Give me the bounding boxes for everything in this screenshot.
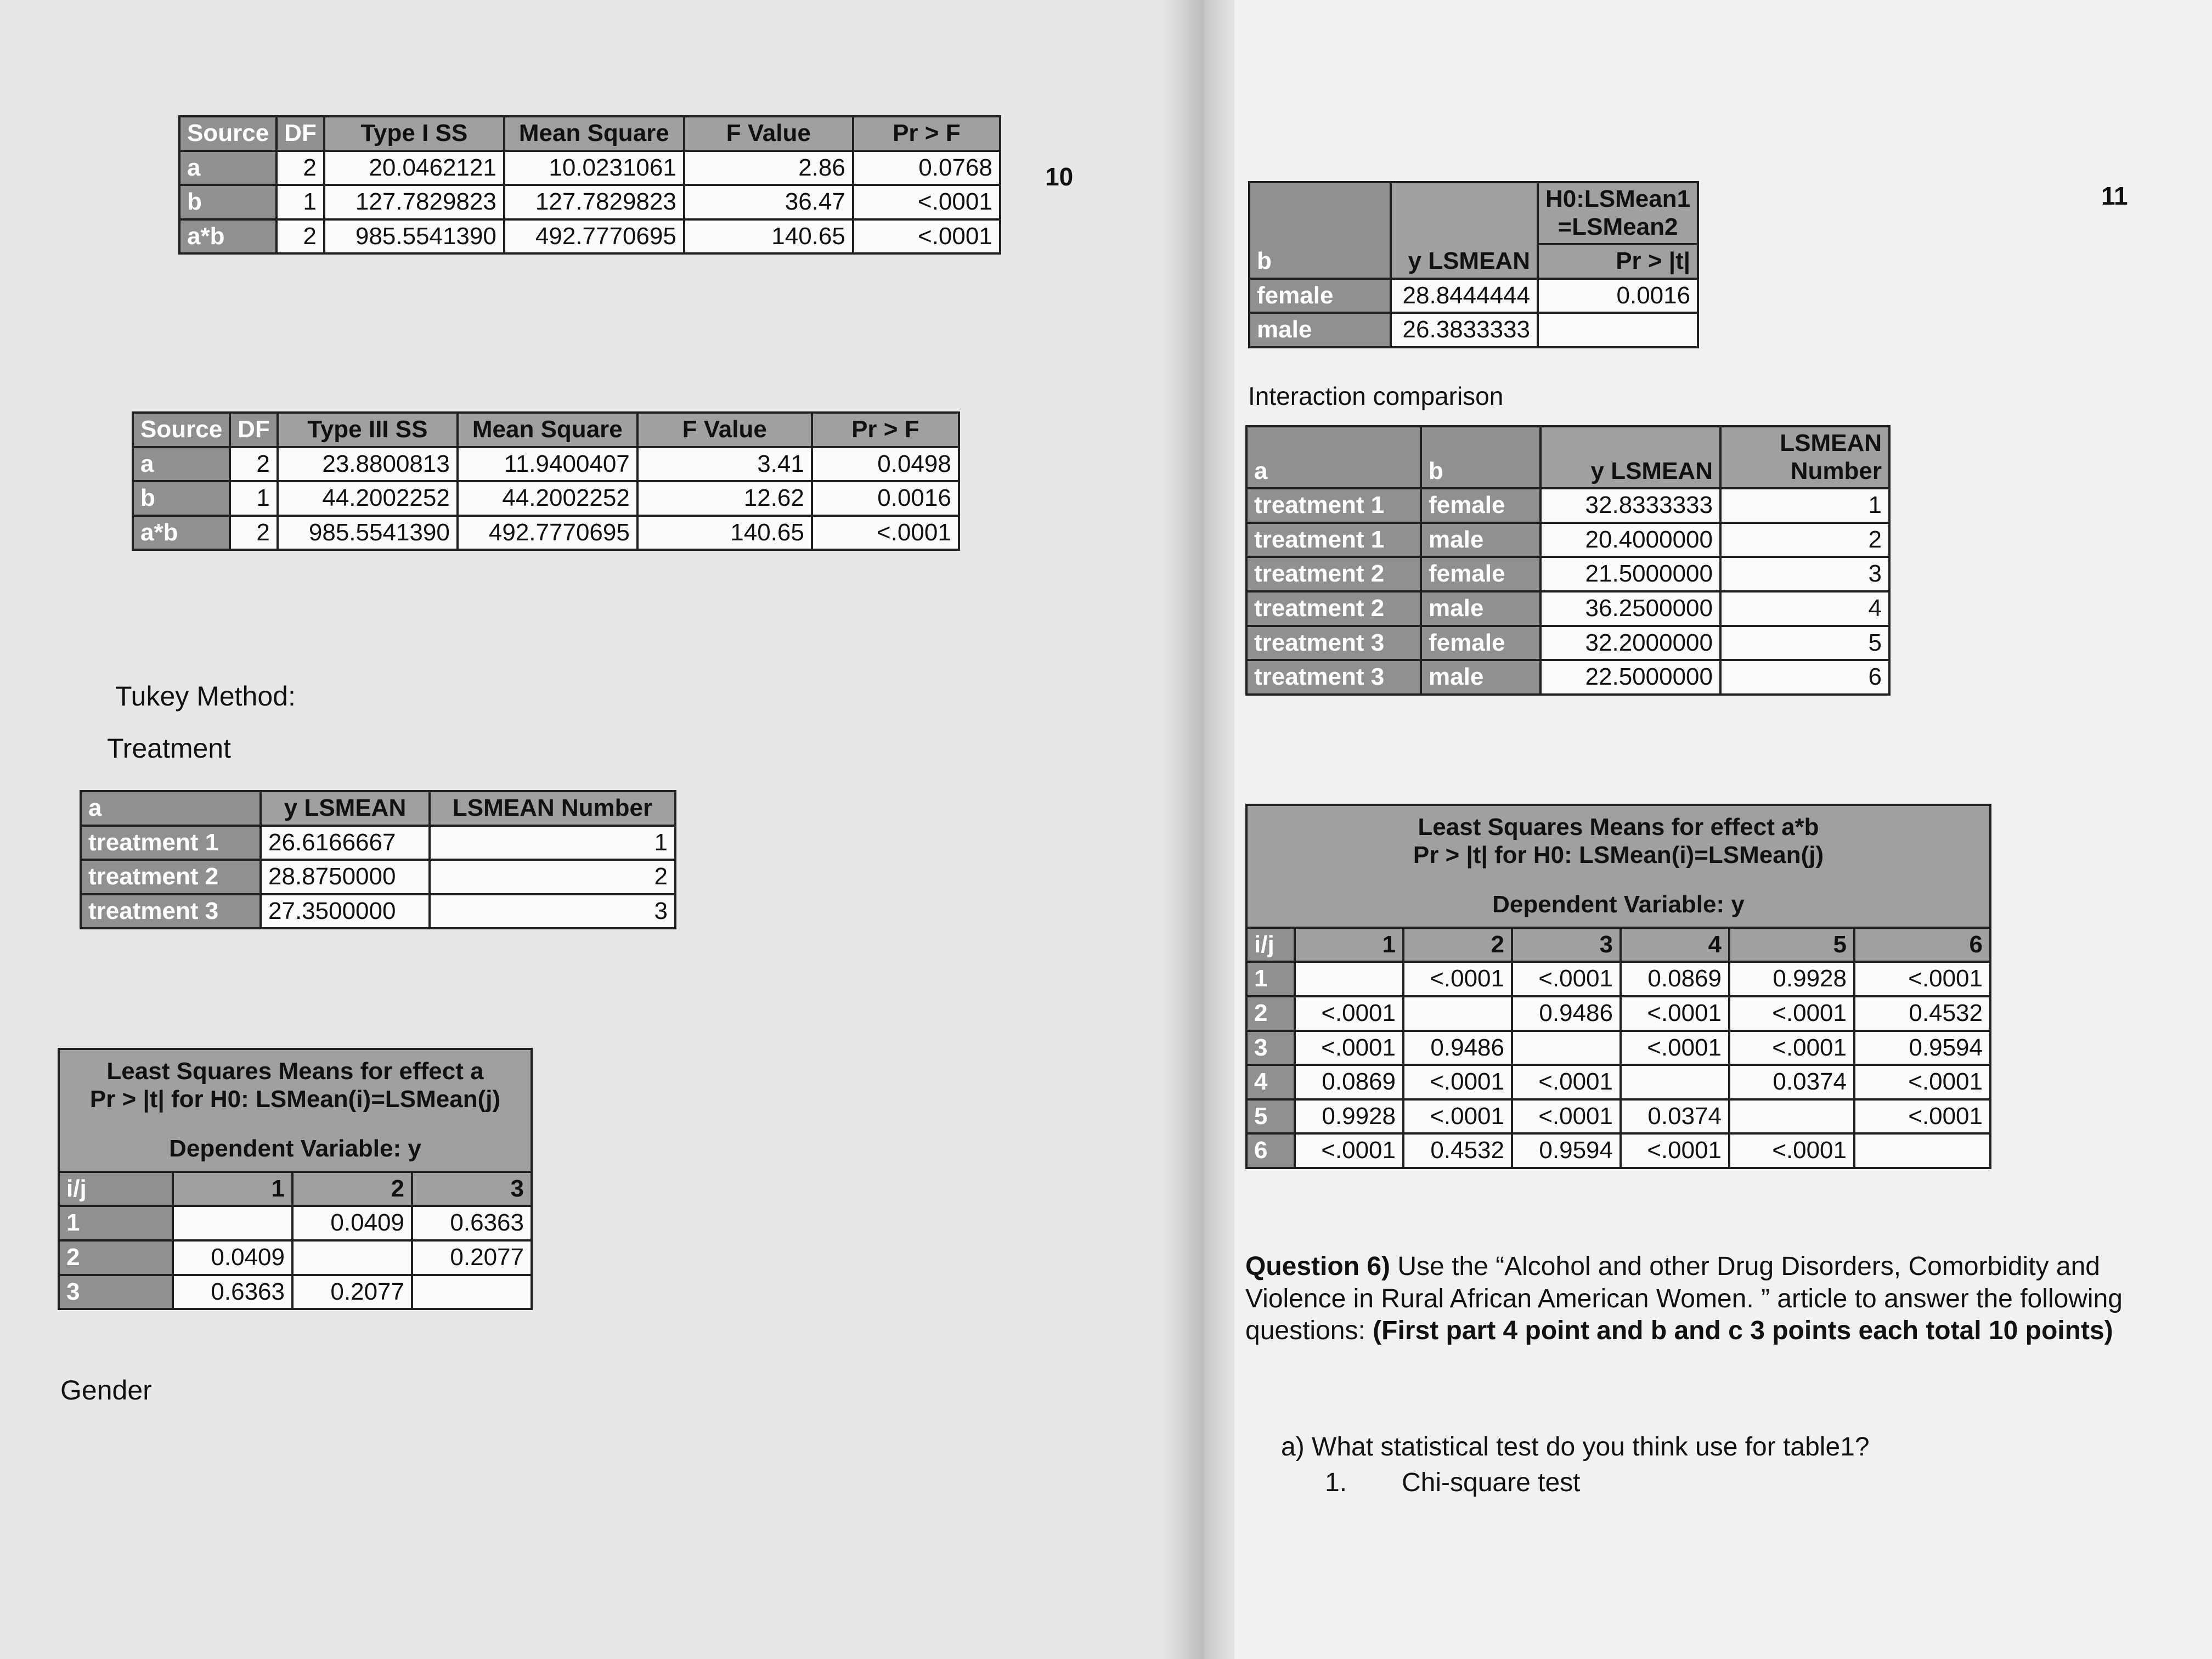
table-cell: treatment 1 bbox=[1246, 523, 1421, 557]
table-cell: 0.2077 bbox=[292, 1275, 412, 1310]
effect-a-table bbox=[58, 1048, 533, 1310]
table-cell: 23.8800813 bbox=[278, 447, 458, 482]
table-cell: 140.65 bbox=[684, 219, 853, 254]
header-cell: y LSMEAN bbox=[1391, 182, 1538, 279]
caption-line-2: Pr > |t| for H0: LSMean(i)=LSMean(j) bbox=[89, 1085, 501, 1113]
table-cell: a*b bbox=[179, 219, 276, 254]
table-cell: 1 bbox=[276, 185, 324, 219]
table-cell: 20.0462121 bbox=[324, 151, 504, 185]
table-row bbox=[179, 185, 1000, 219]
table-cell: 0.6363 bbox=[412, 1206, 532, 1240]
table-cell: 3 bbox=[430, 894, 675, 929]
question-text: Use the “Alcohol and other Drug Disorders, Comorbidity and Violence in Rural African American Women. ” article to answer the following questions: bbox=[1245, 1252, 2123, 1346]
table-cell: 44.2002252 bbox=[278, 481, 458, 516]
table-row bbox=[59, 1240, 532, 1275]
table-cell: male bbox=[1421, 591, 1541, 626]
table-cell: 0.0409 bbox=[173, 1240, 292, 1275]
table-cell: 0.0869 bbox=[1621, 962, 1729, 996]
table-cell bbox=[1621, 1065, 1729, 1099]
page-number-right: 11 bbox=[2101, 182, 2128, 210]
table-cell: 0.6363 bbox=[173, 1275, 292, 1310]
table-cell: <.0001 bbox=[1512, 1065, 1621, 1099]
table-caption bbox=[59, 1049, 532, 1172]
table-cell: 127.7829823 bbox=[504, 185, 684, 219]
table-row bbox=[1246, 591, 1889, 626]
table-cell: 1 bbox=[430, 826, 675, 860]
table-row bbox=[1246, 660, 1889, 695]
table-cell: 1 bbox=[230, 481, 278, 516]
table-row bbox=[1246, 557, 1889, 591]
table-cell: 20.4000000 bbox=[1541, 523, 1720, 557]
header-cell: Mean Square bbox=[504, 116, 684, 151]
table-cell: treatment 2 bbox=[1246, 591, 1421, 626]
question-points: (First part 4 point and b and c 3 points each total 10 points) bbox=[1373, 1316, 2113, 1346]
table-cell: treatment 2 bbox=[1246, 557, 1421, 591]
header-cell: 1 bbox=[1295, 928, 1403, 962]
table-cell: 6 bbox=[1720, 660, 1889, 695]
table-row bbox=[81, 826, 675, 860]
table-cell: b bbox=[133, 481, 230, 516]
header-h0: H0:LSMean1 =LSMean2 bbox=[1538, 182, 1698, 244]
answer-number: 1. bbox=[1325, 1468, 1347, 1497]
table-cell: <.0001 bbox=[1512, 962, 1621, 996]
header-cell: DF bbox=[230, 413, 278, 447]
question-6 bbox=[1245, 1251, 2145, 1347]
header-cell: 1 bbox=[173, 1172, 292, 1206]
table-cell: 0.9928 bbox=[1295, 1099, 1403, 1134]
table-row bbox=[1246, 1065, 1990, 1099]
table-cell: 27.3500000 bbox=[261, 894, 430, 929]
table-cell: 12.62 bbox=[637, 481, 812, 516]
table-cell: treatment 1 bbox=[81, 826, 261, 860]
table-cell: 2 bbox=[59, 1240, 173, 1275]
table-row bbox=[59, 1206, 532, 1240]
header-cell: 4 bbox=[1621, 928, 1729, 962]
table-cell: 36.47 bbox=[684, 185, 853, 219]
header-cell: 3 bbox=[1512, 928, 1621, 962]
table-cell bbox=[1729, 1099, 1854, 1134]
table-row bbox=[59, 1275, 532, 1310]
table-cell: 985.5541390 bbox=[278, 516, 458, 550]
table-cell: 0.0869 bbox=[1295, 1065, 1403, 1099]
table-cell: <.0001 bbox=[1295, 996, 1403, 1031]
table-cell: 2.86 bbox=[684, 151, 853, 185]
table-cell: 0.0768 bbox=[853, 151, 1000, 185]
header-cell: Mean Square bbox=[458, 413, 637, 447]
header-cell: y LSMEAN bbox=[261, 791, 430, 826]
table-cell: 32.2000000 bbox=[1541, 626, 1720, 661]
table-cell: 26.6166667 bbox=[261, 826, 430, 860]
table-cell: 5 bbox=[1720, 626, 1889, 661]
table-cell: treatment 1 bbox=[1246, 488, 1421, 523]
table-row bbox=[1246, 996, 1990, 1031]
table-row bbox=[1246, 1133, 1990, 1168]
header-cell: Type I SS bbox=[324, 116, 504, 151]
table-cell: <.0001 bbox=[1295, 1031, 1403, 1065]
header-cell: b bbox=[1249, 182, 1391, 279]
header-cell: 2 bbox=[292, 1172, 412, 1206]
table-cell: 2 bbox=[1246, 996, 1295, 1031]
header-cell: 5 bbox=[1729, 928, 1854, 962]
header-cell: LSMEAN Number bbox=[430, 791, 675, 826]
table-cell: 0.0374 bbox=[1729, 1065, 1854, 1099]
table-cell: <.0001 bbox=[812, 516, 959, 550]
table-cell bbox=[412, 1275, 532, 1310]
table-cell bbox=[1403, 996, 1512, 1031]
table-row bbox=[179, 151, 1000, 185]
table-cell: 0.0016 bbox=[1538, 279, 1698, 313]
dependent-variable: Dependent Variable: y bbox=[1492, 891, 1745, 918]
table-cell bbox=[1512, 1031, 1621, 1065]
table-cell: treatment 3 bbox=[1246, 626, 1421, 661]
dependent-variable: Dependent Variable: y bbox=[169, 1135, 421, 1163]
table-cell: <.0001 bbox=[1729, 996, 1854, 1031]
header-cell: i/j bbox=[59, 1172, 173, 1206]
header-cell: 6 bbox=[1854, 928, 1990, 962]
table-cell: 2 bbox=[276, 219, 324, 254]
table-cell: a bbox=[179, 151, 276, 185]
table-cell: 0.9594 bbox=[1854, 1031, 1990, 1065]
table-cell: 0.9486 bbox=[1403, 1031, 1512, 1065]
table-cell bbox=[292, 1240, 412, 1275]
table-cell: <.0001 bbox=[1403, 1099, 1512, 1134]
table-cell: 21.5000000 bbox=[1541, 557, 1720, 591]
table-cell: 32.8333333 bbox=[1541, 488, 1720, 523]
table-cell: female bbox=[1421, 626, 1541, 661]
table-cell: 0.4532 bbox=[1854, 996, 1990, 1031]
table-cell bbox=[1854, 1133, 1990, 1168]
interaction-label: Interaction comparison bbox=[1248, 382, 1504, 410]
header-cell: DF bbox=[276, 116, 324, 151]
table-cell: female bbox=[1421, 557, 1541, 591]
page-number-left: 10 bbox=[1045, 162, 1074, 191]
table-cell: 44.2002252 bbox=[458, 481, 637, 516]
table-cell: female bbox=[1249, 279, 1391, 313]
table-cell: 3 bbox=[1246, 1031, 1295, 1065]
table-cell: <.0001 bbox=[1854, 1065, 1990, 1099]
table-cell: 2 bbox=[1720, 523, 1889, 557]
table-cell: 985.5541390 bbox=[324, 219, 504, 254]
table-cell: male bbox=[1249, 313, 1391, 347]
table-row bbox=[81, 894, 675, 929]
table-cell: 5 bbox=[1246, 1099, 1295, 1134]
table-cell: 2 bbox=[276, 151, 324, 185]
table-cell: 0.4532 bbox=[1403, 1133, 1512, 1168]
table-row bbox=[1246, 1099, 1990, 1134]
gender-lsmeans-table bbox=[1248, 181, 1699, 348]
book-fold bbox=[1163, 0, 1234, 1659]
table-cell: 0.0016 bbox=[812, 481, 959, 516]
table-cell: 2 bbox=[430, 860, 675, 894]
header-cell: Pr > |t| bbox=[1538, 244, 1698, 279]
table-cell: 3.41 bbox=[637, 447, 812, 482]
table-cell: 2 bbox=[230, 516, 278, 550]
table-cell: 4 bbox=[1246, 1065, 1295, 1099]
table-row bbox=[1246, 962, 1990, 996]
tukey-label: Tukey Method: bbox=[115, 681, 296, 712]
table-cell: 492.7770695 bbox=[458, 516, 637, 550]
table-cell: <.0001 bbox=[1621, 1031, 1729, 1065]
table-cell: 492.7770695 bbox=[504, 219, 684, 254]
anova-type3-table bbox=[132, 411, 960, 551]
treatment-lsmeans-table bbox=[80, 790, 676, 929]
table-row bbox=[133, 481, 959, 516]
table-cell: 0.9594 bbox=[1512, 1133, 1621, 1168]
table-row bbox=[1246, 523, 1889, 557]
table-cell: 0.9486 bbox=[1512, 996, 1621, 1031]
table-cell: 140.65 bbox=[637, 516, 812, 550]
table-cell: male bbox=[1421, 523, 1541, 557]
effect-ab-table bbox=[1245, 804, 1991, 1169]
table-cell: treatment 3 bbox=[1246, 660, 1421, 695]
table-cell: 1 bbox=[1246, 962, 1295, 996]
table-row bbox=[1246, 626, 1889, 661]
table-cell: <.0001 bbox=[1729, 1133, 1854, 1168]
anova-type1-table bbox=[178, 115, 1001, 255]
table-cell: <.0001 bbox=[1729, 1031, 1854, 1065]
header-cell: i/j bbox=[1246, 928, 1295, 962]
table-row bbox=[1249, 279, 1698, 313]
table-cell: 1 bbox=[1720, 488, 1889, 523]
header-cell: a bbox=[1246, 426, 1421, 488]
table-cell: <.0001 bbox=[1403, 962, 1512, 996]
header-cell: 2 bbox=[1403, 928, 1512, 962]
header-cell: b bbox=[1421, 426, 1541, 488]
table-cell: 6 bbox=[1246, 1133, 1295, 1168]
header-cell: Pr > F bbox=[853, 116, 1000, 151]
header-cell: Type III SS bbox=[278, 413, 458, 447]
header-cell: Source bbox=[179, 116, 276, 151]
table-cell bbox=[1538, 313, 1698, 347]
table-cell: 36.2500000 bbox=[1541, 591, 1720, 626]
table-cell: b bbox=[179, 185, 276, 219]
table-row bbox=[133, 516, 959, 550]
answer-text: Chi-square test bbox=[1402, 1468, 1581, 1497]
table-row bbox=[133, 447, 959, 482]
table-cell: female bbox=[1421, 488, 1541, 523]
table-row bbox=[1249, 313, 1698, 347]
table-cell bbox=[1295, 962, 1403, 996]
table-cell: <.0001 bbox=[1621, 1133, 1729, 1168]
table-row bbox=[1246, 1031, 1990, 1065]
table-cell: a bbox=[133, 447, 230, 482]
header-cell: Source bbox=[133, 413, 230, 447]
table-cell: 3 bbox=[59, 1275, 173, 1310]
interaction-lsmeans-table bbox=[1245, 425, 1891, 696]
table-cell: 0.2077 bbox=[412, 1240, 532, 1275]
header-cell: y LSMEAN bbox=[1541, 426, 1720, 488]
table-cell: 3 bbox=[1720, 557, 1889, 591]
table-cell: 28.8750000 bbox=[261, 860, 430, 894]
table-cell: 4 bbox=[1720, 591, 1889, 626]
table-row bbox=[179, 219, 1000, 254]
header-cell: 3 bbox=[412, 1172, 532, 1206]
table-cell: male bbox=[1421, 660, 1541, 695]
table-caption bbox=[1246, 805, 1990, 928]
gender-label: Gender bbox=[60, 1375, 152, 1406]
table-cell bbox=[173, 1206, 292, 1240]
table-cell: 10.0231061 bbox=[504, 151, 684, 185]
table-cell: 26.3833333 bbox=[1391, 313, 1538, 347]
header-cell: Pr > F bbox=[812, 413, 959, 447]
table-cell: 127.7829823 bbox=[324, 185, 504, 219]
header-cell: a bbox=[81, 791, 261, 826]
header-cell: F Value bbox=[684, 116, 853, 151]
table-cell: <.0001 bbox=[1621, 996, 1729, 1031]
table-cell: <.0001 bbox=[1854, 962, 1990, 996]
table-cell: <.0001 bbox=[1295, 1133, 1403, 1168]
table-cell: treatment 3 bbox=[81, 894, 261, 929]
treatment-label: Treatment bbox=[107, 733, 232, 764]
header-cell: LSMEAN Number bbox=[1720, 426, 1889, 488]
table-cell: 11.9400407 bbox=[458, 447, 637, 482]
table-cell: <.0001 bbox=[853, 219, 1000, 254]
table-cell: 28.8444444 bbox=[1391, 279, 1538, 313]
table-cell: 2 bbox=[230, 447, 278, 482]
table-cell: 1 bbox=[59, 1206, 173, 1240]
table-cell: treatment 2 bbox=[81, 860, 261, 894]
table-cell: 22.5000000 bbox=[1541, 660, 1720, 695]
table-cell: 0.0374 bbox=[1621, 1099, 1729, 1134]
table-cell: a*b bbox=[133, 516, 230, 550]
caption-line-2: Pr > |t| for H0: LSMean(i)=LSMean(j) bbox=[1413, 841, 1824, 868]
table-cell: 0.9928 bbox=[1729, 962, 1854, 996]
question-label: Question 6) bbox=[1245, 1252, 1391, 1281]
table-row bbox=[1246, 488, 1889, 523]
question-part-a: a) What statistical test do you think use for table1? bbox=[1281, 1432, 1870, 1462]
table-cell: <.0001 bbox=[1403, 1065, 1512, 1099]
table-cell: <.0001 bbox=[1512, 1099, 1621, 1134]
header-cell: F Value bbox=[637, 413, 812, 447]
table-cell: <.0001 bbox=[1854, 1099, 1990, 1134]
table-cell: <.0001 bbox=[853, 185, 1000, 219]
table-cell: 0.0498 bbox=[812, 447, 959, 482]
table-row bbox=[81, 860, 675, 894]
caption-line-1: Least Squares Means for effect a*b bbox=[1418, 814, 1819, 840]
table-cell: 0.0409 bbox=[292, 1206, 412, 1240]
caption-line-1: Least Squares Means for effect a bbox=[106, 1058, 484, 1085]
